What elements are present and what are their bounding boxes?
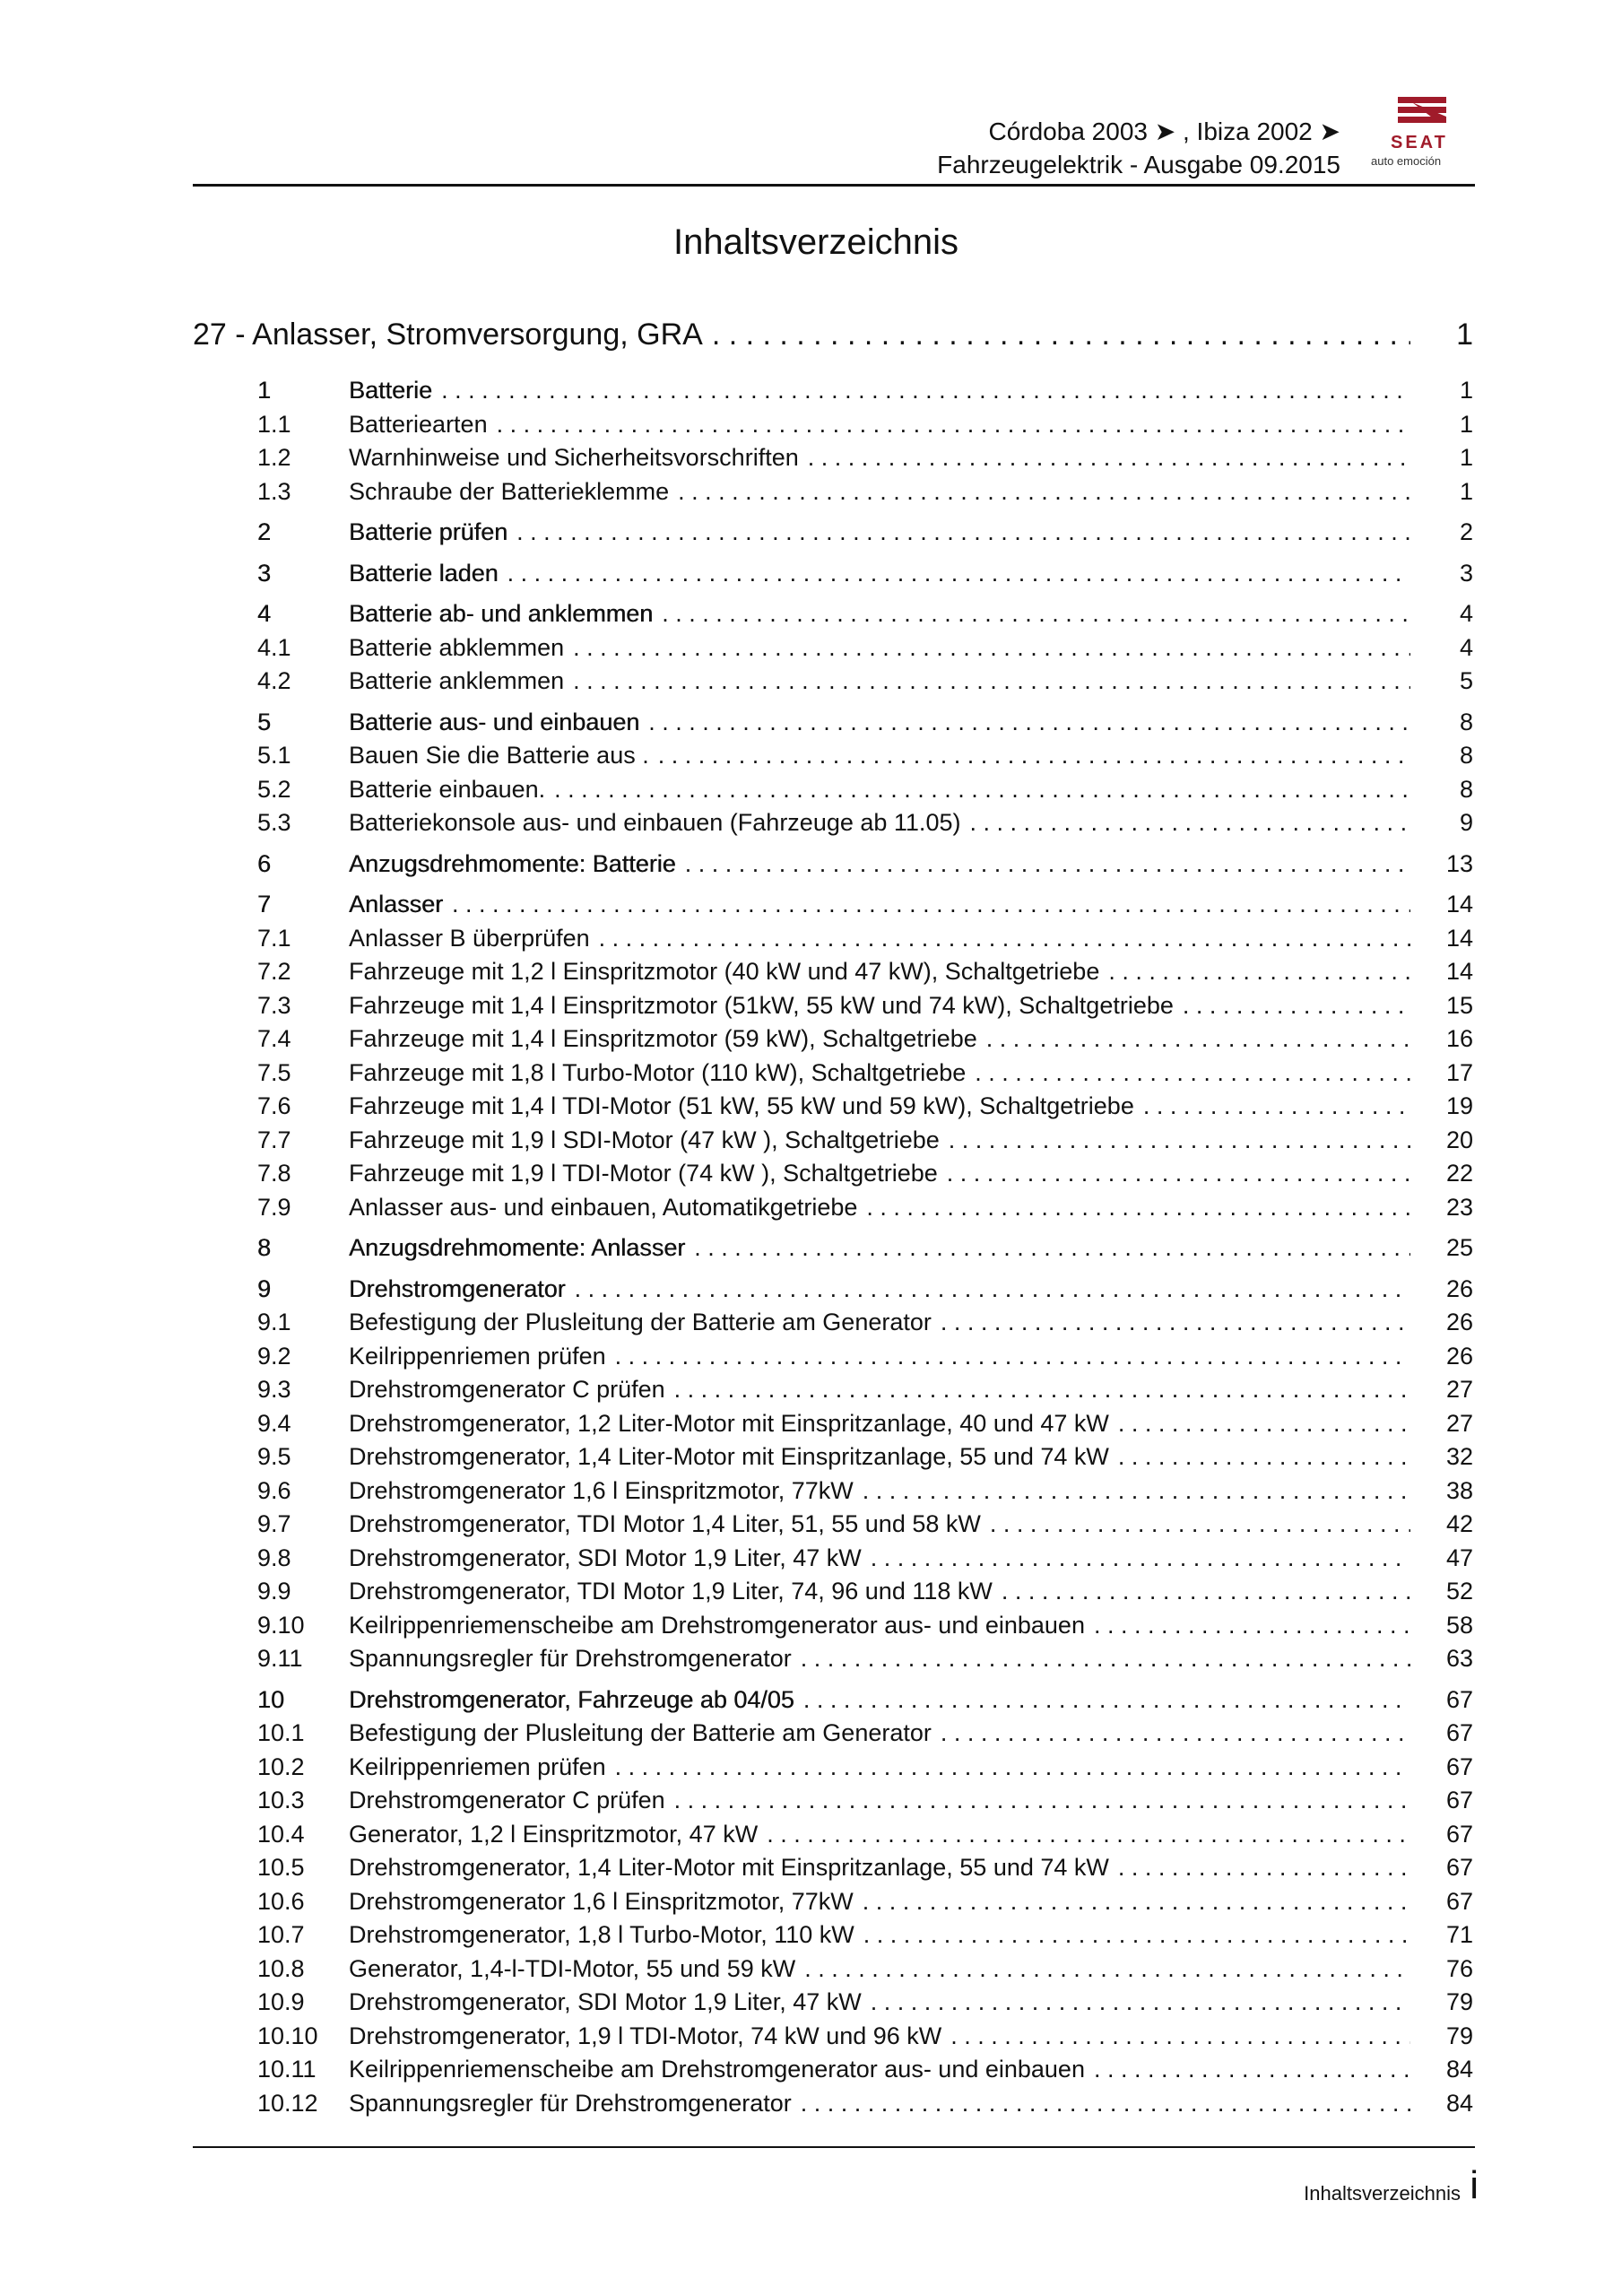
leader-dots (863, 1474, 1410, 1509)
page-header (193, 115, 1475, 187)
toc-entry-page: 4 (1459, 600, 1473, 627)
toc-section[interactable] (193, 1683, 1475, 1718)
toc-entry-page: 8 (1459, 775, 1473, 803)
toc-entry-page: 67 (1445, 1854, 1473, 1881)
toc-entry-page: 2 (1459, 518, 1473, 545)
toc-entry-title: Batterie abklemmen (349, 633, 565, 661)
toc-entry-title: Fahrzeuge mit 1,9 l TDI-Motor (74 kW ), Schaltgetriebe (349, 1160, 938, 1187)
toc-entry-page: 14 (1445, 924, 1473, 952)
toc-entry-number: 10.4 (257, 1820, 305, 1848)
toc-entry-page: 26 (1445, 1309, 1473, 1335)
toc-entry-number: 10.10 (257, 2022, 318, 2049)
toc-subsection[interactable] (193, 773, 1475, 807)
toc-subsection[interactable] (193, 1090, 1475, 1124)
toc-entry-title: Anlasser B überprüfen (349, 924, 590, 952)
toc-entry-title: Anlasser aus- und einbauen, Automatikgetriebe (349, 1193, 858, 1221)
toc-entry-number: 5.3 (257, 809, 291, 836)
toc-subsection[interactable] (193, 922, 1475, 956)
header-divider (193, 184, 1475, 187)
toc-subsection[interactable] (193, 1642, 1475, 1676)
toc-subsection[interactable] (193, 2087, 1475, 2121)
leader-dots (863, 1885, 1410, 1919)
toc-entry-page: 42 (1445, 1510, 1473, 1537)
toc-section[interactable] (193, 374, 1475, 408)
toc-entry-page: 26 (1445, 1342, 1473, 1370)
leader-dots (941, 1717, 1410, 1751)
toc-subsection[interactable] (193, 1885, 1475, 1919)
toc-entry-title: Batterie laden (349, 559, 499, 587)
leader-dots (969, 806, 1410, 840)
toc-subsection[interactable] (193, 2053, 1475, 2087)
toc-entry-title: Keilrippenriemenscheibe am Drehstromgenerator aus- und einbauen (349, 1611, 1085, 1639)
toc-entry-page: 67 (1445, 1787, 1473, 1813)
toc-entry-number: 4 (257, 600, 272, 627)
leader-dots (712, 309, 1410, 360)
toc-entry-page: 14 (1445, 958, 1473, 985)
toc-entry-number: 9.11 (257, 1645, 303, 1672)
toc-entry-title: Keilrippenriemen prüfen (349, 1342, 606, 1370)
leader-dots (1002, 1575, 1410, 1609)
toc-entry-page: 16 (1445, 1025, 1473, 1052)
toc-section[interactable] (193, 888, 1475, 922)
toc-entry-page: 1 (1459, 444, 1473, 471)
toc-entry-title: Fahrzeuge mit 1,2 l Einspritzmotor (40 kW und 47 kW), Schaltgetriebe (349, 958, 1100, 985)
toc-section[interactable] (193, 557, 1475, 591)
toc-section[interactable] (193, 1231, 1475, 1265)
toc-subsection[interactable] (193, 1818, 1475, 1852)
toc-entry-number: 8 (257, 1234, 272, 1261)
leader-dots (808, 441, 1410, 475)
toc-entry-page: 67 (1445, 1719, 1473, 1746)
toc-subsection[interactable] (193, 1474, 1475, 1509)
leader-dots (615, 1751, 1410, 1785)
toc-entry-title: Fahrzeuge mit 1,4 l Einspritzmotor (59 kW), Schaltgetriebe (349, 1025, 977, 1052)
toc-entry-page: 15 (1445, 991, 1473, 1019)
toc-entry-page: 20 (1445, 1126, 1473, 1153)
toc-entry-title: Spannungsregler für Drehstromgenerator (349, 2089, 792, 2117)
toc-entry-title: Batterie ab- und anklemmen (349, 600, 654, 627)
toc-entry-title: Fahrzeuge mit 1,4 l TDI-Motor (51 kW, 55 kW und 59 kW), Schaltgetriebe (349, 1092, 1134, 1119)
toc-entry-title: Generator, 1,4-l-TDI-Motor, 55 und 59 kW (349, 1954, 796, 1982)
toc-subsection[interactable] (193, 2020, 1475, 2054)
leader-dots (801, 2087, 1410, 2121)
toc-section[interactable] (193, 516, 1475, 550)
toc-entry-number: 10.5 (257, 1854, 305, 1881)
toc-subsection[interactable] (193, 441, 1475, 475)
toc-entry-page: 8 (1459, 742, 1473, 769)
toc-entry-page: 67 (1445, 1752, 1473, 1780)
toc-entry-page: 9 (1459, 809, 1473, 836)
toc-entry-number: 7.2 (257, 958, 291, 985)
toc-section[interactable] (193, 597, 1475, 631)
leader-dots (986, 1022, 1410, 1057)
leader-dots (599, 922, 1410, 956)
toc-subsection[interactable] (193, 739, 1475, 773)
seat-emblem-icon (1369, 91, 1475, 136)
toc-subsection[interactable] (193, 1340, 1475, 1374)
toc-subsection[interactable] (193, 1407, 1475, 1441)
toc-entry-title: Bauen Sie die Batterie aus . (349, 742, 649, 769)
toc-entry-number: 10.2 (257, 1752, 305, 1780)
leader-dots (674, 1784, 1410, 1818)
header-models: Córdoba 2003 ➤ , Ibiza 2002 ➤ (988, 117, 1340, 145)
toc-entry-page: 63 (1445, 1645, 1473, 1672)
toc-subsection[interactable] (193, 1609, 1475, 1643)
toc-entry-title: Drehstromgenerator, SDI Motor 1,9 Liter, 47 kW (349, 1544, 862, 1571)
toc-entry-title: Drehstromgenerator, 1,4 Liter-Motor mit Einspritzanlage, 55 und 74 kW (349, 1443, 1109, 1470)
chapter-page: 1 (1456, 317, 1473, 352)
leader-dots (554, 773, 1410, 807)
toc-entry-number: 4.2 (257, 667, 291, 694)
toc-entry-number: 5.2 (257, 775, 291, 803)
toc-entry-page: 79 (1445, 1988, 1473, 2015)
toc-entry-number: 1.2 (257, 444, 291, 471)
toc-entry-page: 22 (1445, 1160, 1473, 1187)
toc-subsection[interactable] (193, 1717, 1475, 1751)
leader-dots (573, 665, 1410, 699)
toc-entry-title: Batterie aus- und einbauen (349, 708, 640, 735)
toc-entry-number: 9.1 (257, 1309, 291, 1335)
toc-entry-number: 10.6 (257, 1887, 305, 1915)
toc-entry-page: 79 (1445, 2022, 1473, 2049)
toc-subsection[interactable] (193, 955, 1475, 989)
toc-entry-number: 9.9 (257, 1578, 291, 1605)
toc-subsection[interactable] (193, 1952, 1475, 1987)
table-of-contents (193, 309, 1475, 2120)
toc-entry-number: 9.8 (257, 1544, 291, 1571)
toc-entry-number: 7.9 (257, 1193, 291, 1221)
toc-subsection[interactable] (193, 408, 1475, 442)
leader-dots (516, 516, 1410, 550)
toc-entry-number: 7.8 (257, 1160, 291, 1187)
toc-entry-title: Fahrzeuge mit 1,9 l SDI-Motor (47 kW ), Schaltgetriebe (349, 1126, 940, 1153)
toc-entry-title: Keilrippenriemen prüfen (349, 1752, 606, 1780)
toc-entry-number: 1.3 (257, 477, 291, 505)
leader-dots (947, 1157, 1410, 1191)
toc-subsection[interactable] (193, 1542, 1475, 1576)
toc-entry-number: 2 (257, 518, 272, 545)
leader-dots (1118, 1851, 1410, 1885)
toc-entry-page: 84 (1445, 2089, 1473, 2117)
toc-subsection[interactable] (193, 1124, 1475, 1158)
leader-dots (804, 1952, 1410, 1987)
toc-subsection[interactable] (193, 1157, 1475, 1191)
toc-entry-page: 26 (1445, 1274, 1473, 1302)
toc-subsection[interactable] (193, 1784, 1475, 1818)
leader-dots (863, 1918, 1410, 1952)
leader-dots (685, 848, 1410, 882)
toc-entry-number: 9.6 (257, 1476, 291, 1504)
toc-entry-title: Drehstromgenerator C prüfen (349, 1787, 665, 1813)
toc-entry-title: Fahrzeuge mit 1,8 l Turbo-Motor (110 kW), Schaltgetriebe (349, 1058, 967, 1086)
toc-entry-page: 52 (1445, 1578, 1473, 1605)
leader-dots (975, 1057, 1410, 1091)
toc-entry-number: 5 (257, 708, 272, 735)
toc-entry-title: Drehstromgenerator 1,6 l Einspritzmotor, 77kW (349, 1476, 854, 1504)
leader-dots (1118, 1407, 1410, 1441)
chapter-title: 27 - Anlasser, Stromversorgung, GRA (193, 317, 703, 352)
seat-logo (1369, 91, 1475, 172)
toc-entry-page: 47 (1445, 1544, 1473, 1571)
toc-entry-title: Batterie anklemmen (349, 667, 565, 694)
toc-entry-page: 71 (1445, 1921, 1473, 1948)
toc-entry-title: Generator, 1,2 l Einspritzmotor, 47 kW (349, 1820, 759, 1848)
toc-entry-page: 3 (1459, 559, 1473, 587)
leader-dots (441, 374, 1410, 408)
toc-subsection[interactable] (193, 1057, 1475, 1091)
toc-entry-number: 4.1 (257, 633, 291, 661)
leader-dots (767, 1818, 1410, 1852)
toc-entry-page: 76 (1445, 1954, 1473, 1982)
toc-entry-title: Fahrzeuge mit 1,4 l Einspritzmotor (51kW, 55 kW und 74 kW), Schaltgetriebe (349, 991, 1174, 1019)
toc-entry-number: 5.1 (257, 742, 291, 769)
leader-dots (674, 1373, 1410, 1407)
toc-entry-number: 9.4 (257, 1409, 291, 1437)
toc-entry-title: Drehstromgenerator, TDI Motor 1,4 Liter, 51, 55 und 58 kW (349, 1510, 981, 1537)
toc-entry-title: Drehstromgenerator, SDI Motor 1,9 Liter, 47 kW (349, 1988, 862, 2015)
toc-subsection[interactable] (193, 475, 1475, 509)
toc-entry-page: 1 (1459, 477, 1473, 505)
leader-dots (573, 631, 1410, 665)
toc-entry-number: 6 (257, 849, 272, 877)
toc-entry-number: 9.10 (257, 1611, 305, 1639)
toc-entry-number: 7.6 (257, 1092, 291, 1119)
leader-dots (1143, 1090, 1410, 1124)
toc-entry-title: Drehstromgenerator (349, 1274, 566, 1302)
toc-entry-title: Befestigung der Plusleitung der Batterie am Generator (349, 1309, 932, 1335)
leader-dots (990, 1508, 1410, 1542)
toc-entry-title: Batterie (349, 377, 433, 404)
toc-entry-number: 9.3 (257, 1376, 291, 1403)
toc-entry-page: 14 (1445, 891, 1473, 918)
toc-subsection[interactable] (193, 1306, 1475, 1340)
toc-subsection[interactable] (193, 1851, 1475, 1885)
page-title: Inhaltsverzeichnis (673, 222, 958, 262)
toc-subsection[interactable] (193, 1508, 1475, 1542)
toc-entry-number: 10.11 (257, 2056, 317, 2083)
toc-subsection[interactable] (193, 1191, 1475, 1225)
toc-entry-number: 9.7 (257, 1510, 291, 1537)
toc-entry-page: 67 (1445, 1685, 1473, 1713)
toc-entry-title: Drehstromgenerator, TDI Motor 1,9 Liter, 74, 96 und 118 kW (349, 1578, 993, 1605)
toc-entry-page: 84 (1445, 2056, 1473, 2083)
toc-entries (193, 374, 1475, 2120)
toc-entry-page: 4 (1459, 633, 1473, 661)
leader-dots (678, 475, 1410, 509)
leader-dots (658, 739, 1410, 773)
toc-subsection[interactable] (193, 1918, 1475, 1952)
toc-section[interactable] (193, 848, 1475, 882)
toc-subsection[interactable] (193, 1440, 1475, 1474)
toc-entry-number: 7.4 (257, 1025, 291, 1052)
toc-entry-page: 58 (1445, 1611, 1473, 1639)
toc-entry-page: 25 (1445, 1234, 1473, 1261)
leader-dots (648, 706, 1410, 740)
toc-entry-page: 13 (1445, 849, 1473, 877)
toc-entry-title: Drehstromgenerator, Fahrzeuge ab 04/05 (349, 1685, 794, 1713)
footer-label: Inhaltsverzeichnis (1304, 2182, 1461, 2205)
toc-entry-number: 10.12 (257, 2089, 318, 2117)
toc-entry-page: 38 (1445, 1476, 1473, 1504)
toc-entry-number: 10.9 (257, 1988, 305, 2015)
toc-entry-number: 10.8 (257, 1954, 305, 1982)
toc-section[interactable] (193, 706, 1475, 740)
toc-entry-title: Warnhinweise und Sicherheitsvorschriften (349, 444, 799, 471)
toc-subsection[interactable] (193, 1986, 1475, 2020)
leader-dots (1118, 1440, 1410, 1474)
toc-entry-page: 67 (1445, 1820, 1473, 1848)
leader-dots (615, 1340, 1410, 1374)
toc-subsection[interactable] (193, 806, 1475, 840)
toc-entry-number: 10.3 (257, 1787, 305, 1813)
leader-dots (941, 1306, 1410, 1340)
toc-entry-title: Batteriearten (349, 410, 488, 438)
toc-entry-page: 67 (1445, 1887, 1473, 1915)
toc-entry-number: 10 (257, 1685, 285, 1713)
toc-subsection[interactable] (193, 1373, 1475, 1407)
leader-dots (949, 1124, 1410, 1158)
toc-subsection[interactable] (193, 631, 1475, 665)
toc-entry-title: Anzugsdrehmomente: Batterie (349, 849, 676, 877)
toc-entry-number: 9.5 (257, 1443, 291, 1470)
toc-subsection[interactable] (193, 1022, 1475, 1057)
leader-dots (803, 1683, 1410, 1718)
toc-entry-number: 7.5 (257, 1058, 291, 1086)
toc-entry-title: Drehstromgenerator 1,6 l Einspritzmotor, 77kW (349, 1887, 854, 1915)
toc-entry-title: Drehstromgenerator, 1,4 Liter-Motor mit Einspritzanlage, 55 und 74 kW (349, 1854, 1109, 1881)
footer-divider (193, 2146, 1475, 2148)
toc-entry-title: Drehstromgenerator, 1,8 l Turbo-Motor, 110 kW (349, 1921, 854, 1948)
toc-entry-title: Keilrippenriemenscheibe am Drehstromgenerator aus- und einbauen (349, 2056, 1085, 2083)
toc-entry-page: 27 (1445, 1409, 1473, 1437)
toc-subsection[interactable] (193, 1751, 1475, 1785)
toc-entry-number: 7.3 (257, 991, 291, 1019)
toc-entry-number: 1.1 (257, 410, 291, 438)
toc-entry-title: Anlasser (349, 891, 444, 918)
toc-entry-page: 8 (1459, 708, 1473, 735)
toc-subsection[interactable] (193, 665, 1475, 699)
toc-subsection[interactable] (193, 989, 1475, 1023)
toc-entry-page: 27 (1445, 1376, 1473, 1403)
toc-entry-title: Drehstromgenerator, 1,9 l TDI-Motor, 74 kW und 96 kW (349, 2022, 942, 2049)
toc-section[interactable] (193, 1273, 1475, 1307)
leader-dots (1094, 2053, 1410, 2087)
toc-entry-page: 1 (1459, 377, 1473, 404)
leader-dots (1108, 955, 1410, 989)
toc-entry-number: 7.1 (257, 924, 291, 952)
toc-entry-number: 7.7 (257, 1126, 291, 1153)
leader-dots (1094, 1609, 1410, 1643)
toc-entry-title: Anzugsdrehmomente: Anlasser (349, 1234, 686, 1261)
leader-dots (866, 1191, 1410, 1225)
toc-entry-page: 1 (1459, 410, 1473, 438)
leader-dots (662, 597, 1410, 631)
toc-entry-title: Spannungsregler für Drehstromgenerator (349, 1645, 792, 1672)
toc-entry-title: Drehstromgenerator, 1,2 Liter-Motor mit Einspritzanlage, 40 und 47 kW (349, 1409, 1109, 1437)
leader-dots (871, 1542, 1410, 1576)
toc-entry-number: 9.2 (257, 1342, 291, 1370)
toc-entry-page: 5 (1459, 667, 1473, 694)
leader-dots (497, 408, 1410, 442)
leader-dots (871, 1986, 1410, 2020)
leader-dots (694, 1231, 1410, 1265)
toc-entry-number: 10.1 (257, 1719, 305, 1746)
leader-dots (1183, 989, 1410, 1023)
toc-entry-number: 3 (257, 559, 272, 587)
logo-wordmark: SEAT (1391, 133, 1448, 152)
leader-dots (950, 2020, 1410, 2054)
footer-page-number: i (1470, 2163, 1479, 2207)
toc-entry-title: Batterie einbauen. (349, 775, 546, 803)
toc-entry-number: 10.7 (257, 1921, 305, 1948)
toc-entry-page: 23 (1445, 1193, 1473, 1221)
toc-subsection[interactable] (193, 1575, 1475, 1609)
toc-entry-page: 17 (1445, 1058, 1473, 1086)
toc-entry-title: Batteriekonsole aus- und einbauen (Fahrzeuge ab 11.05) (349, 809, 961, 836)
leader-dots (452, 888, 1410, 922)
toc-entry-title: Batterie prüfen (349, 518, 508, 545)
toc-entry-number: 9 (257, 1274, 272, 1302)
toc-entry-page: 19 (1445, 1092, 1473, 1119)
toc-entry-title: Schraube der Batterieklemme (349, 477, 670, 505)
header-text (937, 115, 1340, 181)
toc-chapter[interactable] (193, 309, 1475, 360)
leader-dots (801, 1642, 1410, 1676)
toc-entry-number: 1 (257, 377, 272, 404)
leader-dots (575, 1273, 1410, 1307)
toc-entry-page: 32 (1445, 1443, 1473, 1470)
header-subtitle: Fahrzeugelektrik - Ausgabe 09.2015 (937, 151, 1340, 178)
toc-entry-title: Befestigung der Plusleitung der Batterie am Generator (349, 1719, 932, 1746)
logo-tagline: auto emoción (1371, 154, 1442, 168)
toc-entry-number: 7 (257, 891, 272, 918)
leader-dots (507, 557, 1410, 591)
toc-entry-title: Drehstromgenerator C prüfen (349, 1376, 665, 1403)
